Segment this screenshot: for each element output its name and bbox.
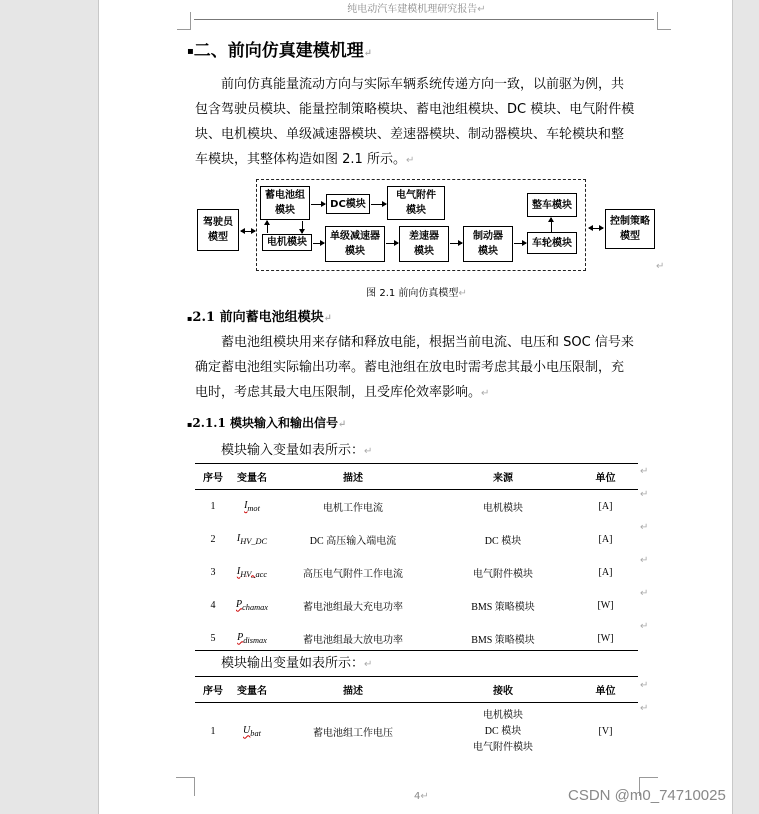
block-brake: 制动器模块	[463, 226, 513, 262]
block-accessory: 电气附件模块	[387, 186, 445, 220]
page-number: 4↵	[414, 791, 429, 802]
block-motor: 电机模块	[262, 234, 312, 251]
arrow-motor-battery	[267, 221, 268, 233]
block-dc: DC模块	[326, 194, 370, 214]
crop-mark-bottom-left	[176, 777, 195, 796]
arrow-battery-dc	[311, 204, 325, 205]
table-header-row: 序号 变量名 描述 接收 单位	[195, 677, 638, 703]
running-header: 纯电动汽车建模机理研究报告↵	[347, 4, 486, 15]
variable-name: $I_{HV\_DC}$	[236, 532, 268, 546]
document-page: 纯电动汽车建模机理研究报告↵ ▪二、前向仿真建模机理↵ 前向仿真能量流动方向与实际车辆系统传递方向一致，以前驱为例，共包含驾驶员模块、能量控制策略模块、蓄电池组模块、DC 模块、电气附件模块、电机模块、单级减速器模块、差速器模块、制动器模块、车轮模块和整车模块，其整体构造如图 2.1 所示。↵ 驾驶员模型 蓄电池组模块 DC模块 电气附件模块 电机模块 单级减速器模块 差速器模块 制动器模块 车轮模块 整车模块 控制策略模型 ↵ 图 2.1 前向仿真模型↵ ▪2.1 前向蓄电池组模块↵ 蓄电池组模块用来存储和释放电能，根据当前电流、电压和 SOC 信号来确定蓄电池组实际输出功率。蓄电池组在放电时需考虑其最小电压限制，充电时，考虑其最大电压限制，且受库伦效率影响。↵ ▪2.1.1 模块输入和输出信号↵ 模块输入变量如表所示：↵ 序号 变量名 描述 来源 单位 1 $I_{mot}$ 电机工作电流 电机模块 [A] 2 $I_{HV\_DC}$ DC 高压输入端电流 DC 模块 [A] 3 $I_{HV\_acc}$ 高压电气附件工作电流 电气附件模块 [A] 4 $P_{chamax}$ 蓄电池组最大充电功率 BMS 策略模块 [W] 5 $P_{dismax}$ 蓄电池组最大放电功率 BMS 策略模块 [W] 模块输出变量如表所示：↵ 序号 变量名 描述 接收 单位 1 $U_{bat}$ 蓄电池组工作电压 电机模块 DC 模块 电气附件模块 [V] ↵ ↵ ↵ ↵ ↵ ↵ ↵ ↵ 4↵	[98, 0, 733, 814]
arrow-dc-accessory	[371, 204, 386, 205]
variable-name: $P_{chamax}$	[235, 598, 268, 612]
table-row: 1 $U_{bat}$ 蓄电池组工作电压 电机模块 DC 模块 电气附件模块 [V]	[210, 709, 613, 753]
header-rule	[194, 19, 654, 20]
variable-name: $P_{dismax}$	[237, 631, 267, 645]
arrow-reducer-differential	[386, 243, 398, 244]
block-wheel: 车轮模块	[527, 232, 577, 254]
input-table-intro: 模块输入变量如表所示：↵	[221, 443, 373, 458]
input-variable-table	[195, 463, 638, 655]
table-row: 3 $I_{HV\_acc}$ 高压电气附件工作电流 电气附件模块 [A]	[210, 565, 613, 580]
block-vehicle: 整车模块	[527, 193, 577, 217]
csdn-watermark: CSDN @m0_74710025	[568, 787, 726, 804]
variable-name: $I_{mot}$	[244, 499, 260, 513]
figure-caption: 图 2.1 前向仿真模型↵	[366, 288, 467, 299]
crop-mark-top-right	[657, 12, 671, 30]
forward-simulation-diagram: 驾驶员模型 蓄电池组模块 DC模块 电气附件模块 电机模块 单级减速器模块 差速器模块 制动器模块 车轮模块 整车模块 控制策略模型 ↵	[99, 176, 734, 281]
arrow-motor-reducer	[313, 243, 324, 244]
arrow-brake-wheel	[514, 243, 526, 244]
table-row: 4 $P_{chamax}$ 蓄电池组最大充电功率 BMS 策略模块 [W]	[210, 598, 614, 613]
arrow-system-control	[589, 228, 603, 229]
arrow-driver-system	[241, 231, 255, 232]
table-header-row: 序号 变量名 描述 来源 单位	[195, 464, 638, 490]
variable-name: $I_{HV\_acc}$	[236, 565, 268, 579]
block-reducer: 单级减速器模块	[325, 226, 385, 262]
subsubsection-heading: ▪2.1.1 模块输入和输出信号↵	[187, 416, 347, 430]
section-heading: ▪二、前向仿真建模机理↵	[187, 41, 373, 61]
block-battery: 蓄电池组模块	[260, 186, 310, 220]
output-table-intro: 模块输出变量如表所示：↵	[221, 656, 373, 671]
variable-name: $U_{bat}$	[243, 725, 261, 739]
intro-paragraph: 前向仿真能量流动方向与实际车辆系统传递方向一致，以前驱为例，共包含驾驶员模块、能量控制策略模块、蓄电池组模块、DC 模块、电气附件模块、电机模块、单级减速器模块、差速器模块、制动器模块、车轮模块和整车模块，其整体构造如图 2.1 所示。↵	[195, 77, 635, 167]
subsection-heading: ▪2.1 前向蓄电池组模块↵	[187, 310, 332, 325]
arrow-differential-brake	[450, 243, 462, 244]
output-variable-table	[195, 676, 638, 761]
block-differential: 差速器模块	[399, 226, 449, 262]
arrow-wheel-vehicle	[551, 218, 552, 232]
crop-mark-top-left	[177, 12, 191, 30]
arrow-battery-motor	[302, 221, 303, 233]
table-row: 5 $P_{dismax}$ 蓄电池组最大放电功率 BMS 策略模块 [W]	[210, 631, 614, 646]
battery-paragraph: 蓄电池组模块用来存储和释放电能，根据当前电流、电压和 SOC 信号来确定蓄电池组实际输出功率。蓄电池组在放电时需考虑其最小电压限制，充电时，考虑其最大电压限制，且受库伦效率影响。↵	[195, 335, 634, 400]
table-row: 2 $I_{HV\_DC}$ DC 高压输入端电流 DC 模块 [A]	[210, 532, 613, 547]
block-control-strategy: 控制策略模型	[605, 209, 655, 249]
block-driver: 驾驶员模型	[197, 209, 239, 251]
table-row: 1 $I_{mot}$ 电机工作电流 电机模块 [A]	[210, 499, 613, 514]
